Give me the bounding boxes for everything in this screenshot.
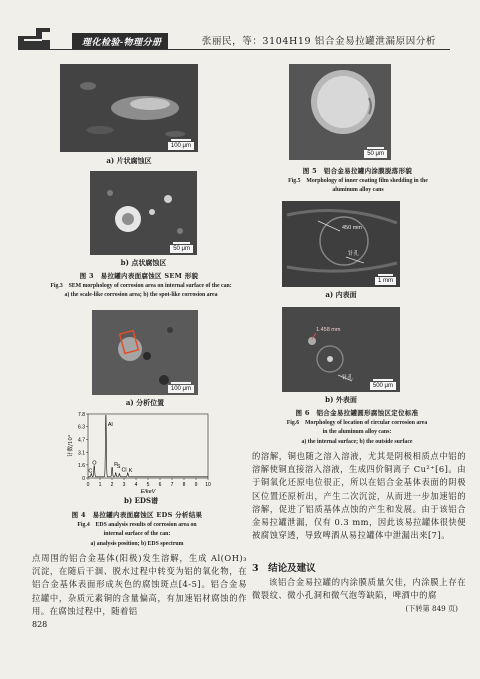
eds-ytick-label: 6.3: [78, 424, 85, 431]
fig4-caption-zh: 图 4 易拉罐内表面腐蚀区 EDS 分析结果: [71, 511, 203, 519]
fig6b-annotation-pinhole: 针孔: [342, 375, 354, 381]
fig6a-internal-surface-image: [282, 201, 400, 287]
eds-xtick-label: 2: [110, 482, 114, 488]
journal-name: 理化检验-物理分册: [72, 33, 168, 50]
fig6a-annotation-pinhole: 针孔: [348, 251, 360, 257]
eds-xtick-label: 6: [158, 482, 162, 488]
fig4a-scale-bar: 100 μm: [168, 385, 194, 393]
continued-note: (下转第 849 页): [405, 604, 458, 613]
fig5-caption-en-2: aluminum alloy cans: [332, 187, 384, 193]
running-head: 张丽民，等：3104H19 铝合金易拉罐泄漏原因分析: [201, 36, 436, 47]
eds-xtick-label: 10: [205, 482, 211, 488]
fig6a-annotation-size: 450 mm: [342, 225, 362, 231]
fig4b-label: b) EDS谱: [123, 496, 159, 505]
fig6a-scale-bar: 1 mm: [375, 277, 396, 285]
fig3b-label: b) 点状腐蚀区: [120, 258, 167, 267]
fig4a-analysis-image: [92, 310, 198, 395]
fig4a-label: a) 分析位置: [125, 398, 165, 407]
fig3-caption-en-1: Fig.3 SEM morphology of corrosion area on internal surface of the can:: [50, 283, 232, 289]
right-body-text-2: 该铝合金易拉罐的内涂膜质量欠佳，内涂膜上存在微裂纹、微小孔洞和微气泡等缺陷，啤酒中的腐: [252, 577, 466, 601]
fig6b-outside-surface-image: [282, 307, 400, 392]
right-body-text: 的溶解，铜也随之溶入溶液，尤其是阴极相质点中铝的溶解使铜直接溶入溶液，生成四价铜离子 Cu²⁺[6]。由于铜氧化还原电位很正，所以在铝合金基体表面的阴极区位置还原析出，产生二次沉淀，从而进一步加速铝的溶解，促进了铝质基体点蚀的产生和发展。由于该铝合金易拉罐泄漏，仅有 0.3 mm，因此该易拉罐体很快便被腐蚀穿透，导致啤酒从易拉罐体中泄漏出来[7]。: [252, 451, 466, 541]
eds-peak-label-p: P: [114, 462, 118, 469]
fig3-caption-en-2: a) the scale-like corrosion area; b) the spot-like corrosion area: [64, 292, 218, 298]
header-rule: [18, 49, 450, 50]
fig4-caption-en-1: Fig.4 EDS analysis results of corrosion area on: [77, 522, 197, 528]
page-number: 828: [32, 620, 48, 629]
section-heading: 3 结论及建议: [252, 563, 316, 574]
left-body-text: 点周围的铝合金基体(阳极)发生溶解，生成 Al(OH)₃ 沉淀，在随后干涸、脱水过程中转变为铝的氧化物，在铝合金基体表面形成灰色的腐蚀斑点[4-5]。铝合金易拉罐中，杂质元素铜的含量偏高，有加速铝材腐蚀的作用。在腐蚀过程中，随着铝: [32, 553, 247, 616]
fig6-caption-en-1: Fig.6 Morphology of location of circular corrosion area: [286, 420, 428, 426]
fig6-caption-zh: 图 6 铝合金易拉罐圆形腐蚀区定位标准: [295, 409, 419, 417]
fig6b-annotation-size: 1.458 mm: [316, 327, 341, 333]
fig3-caption-zh: 图 3 易拉罐内表面腐蚀区 SEM 形貌: [79, 272, 199, 280]
eds-ytick-label: 3.1: [78, 450, 85, 457]
eds-ytick-label: 7.8: [78, 412, 85, 418]
eds-xaxis-label: E/keV: [140, 489, 156, 495]
eds-xtick-label: 4: [134, 482, 138, 488]
eds-peak-label-o: O: [92, 460, 97, 467]
fig3b-sem-image: [90, 171, 197, 255]
fig6-caption-en-2: in the aluminum alloy cans:: [322, 429, 392, 435]
eds-xtick-label: 7: [170, 482, 174, 488]
eds-yaxis-label: 计数/10³: [68, 434, 74, 458]
eds-xtick-label: 1: [98, 482, 102, 488]
fig3b-scale-bar: 50 μm: [170, 245, 193, 253]
eds-ytick-label: 0: [82, 476, 85, 482]
fig5-caption-zh: 图 5 铝合金易拉罐内涂膜脱落形貌: [302, 167, 413, 175]
fig4-caption-en-3: a) analysis position; b) EDS spectrum: [90, 541, 184, 547]
eds-xtick-label: 0: [86, 482, 90, 488]
fig4b-eds-chart: [66, 410, 216, 495]
fig5-coating-image: [289, 64, 391, 160]
eds-ytick-label: 1.6: [78, 462, 85, 469]
eds-spectrum-line: [88, 415, 208, 476]
eds-xtick-label: 8: [182, 482, 186, 488]
eds-xtick-label: 3: [122, 482, 126, 488]
fig3a-label: a) 片状腐蚀区: [106, 156, 152, 165]
fig6a-label: a) 内表面: [325, 290, 357, 299]
eds-peak-label-cl: Cl: [121, 467, 127, 474]
eds-ytick-label: 4.7: [78, 437, 85, 444]
eds-xtick-label: 9: [194, 482, 198, 488]
fig3a-scale-bar: 100 μm: [168, 142, 194, 150]
fig6-caption-en-3: a) the internal surface; b) the outside surface: [301, 439, 413, 445]
eds-peak-label-k: K: [128, 467, 133, 474]
fig5-caption-en-1: Fig.5 Morphology of inner coating film shedding in the: [288, 178, 428, 184]
fig6b-label: b) 外表面: [325, 395, 357, 404]
eds-peak-label-al: Al: [107, 422, 113, 428]
fig4-caption-en-2: internal surface of the can:: [103, 531, 171, 537]
fig5-scale-bar: 50 μm: [364, 150, 387, 158]
eds-peak-label-s: S: [116, 463, 121, 470]
eds-peak-label-c: C: [88, 468, 93, 475]
fig6b-scale-bar: 500 μm: [370, 382, 396, 390]
fig3a-sem-image: [60, 64, 198, 152]
eds-xtick-label: 5: [146, 482, 150, 488]
